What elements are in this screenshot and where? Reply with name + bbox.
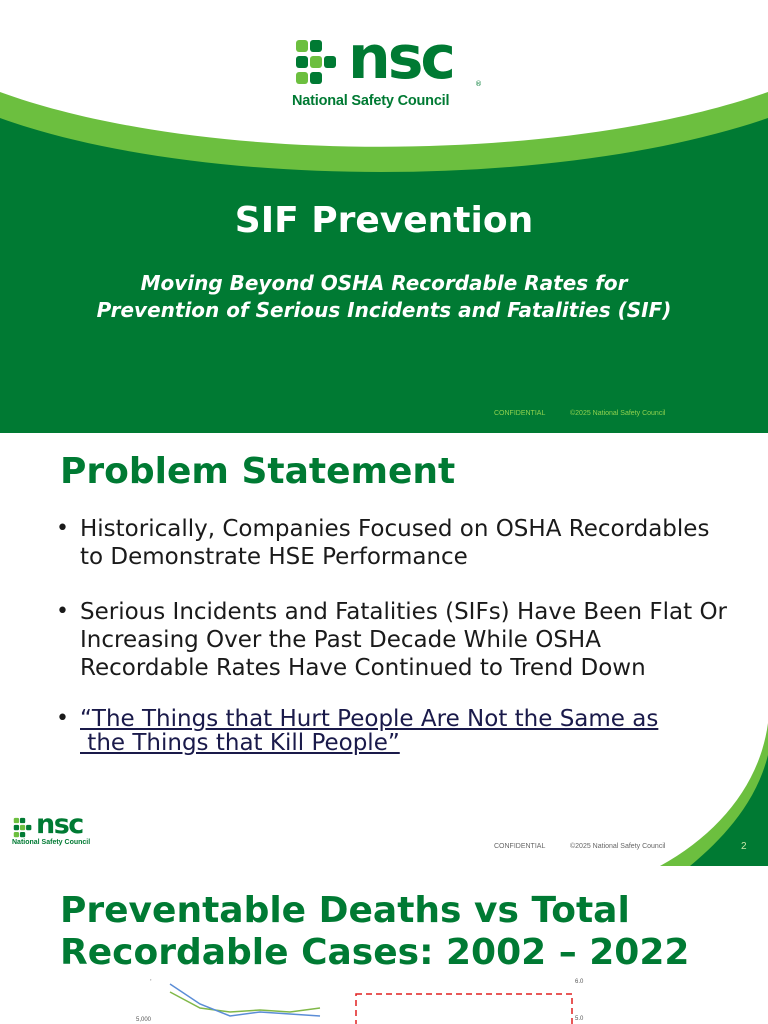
bullet-item [56, 515, 736, 571]
series-line-1 [170, 992, 320, 1012]
bullet-glyph: • [56, 516, 69, 541]
logo-tagline: National Safety Council [12, 839, 91, 846]
page-number: 2 [741, 841, 747, 852]
highlight-box [356, 994, 572, 1024]
quote-line-1: “The Things that Hurt People Are Not the Same as [80, 706, 659, 732]
logo-tagline: National Safety Council [292, 93, 450, 109]
logo-wordmark: nsc [36, 809, 83, 840]
logo-wordmark: nsc [348, 23, 453, 93]
footer-confidential: CONFIDENTIAL [494, 410, 546, 417]
chart-area [120, 974, 600, 1024]
bullet-glyph: • [56, 706, 69, 731]
left-axis-tick-top: , [150, 976, 152, 982]
right-axis-tick: 5.0 [575, 1016, 584, 1022]
nsc-cross-icon [12, 817, 34, 839]
nsc-logo [292, 23, 482, 116]
chart-slide [0, 866, 768, 1024]
subtitle-line-2: Prevention of Serious Incidents and Fatalities (SIF) [96, 298, 672, 322]
bullet-item [56, 598, 736, 682]
nsc-logo-small [12, 809, 102, 851]
bullet-list [56, 515, 736, 782]
footer-confidential: CONFIDENTIAL [494, 843, 546, 850]
quote-link[interactable] [80, 707, 736, 755]
slide-subtitle [30, 270, 738, 324]
left-axis-tick: 5,000 [136, 1017, 152, 1023]
series-layer [170, 984, 320, 1016]
nsc-cross-icon [292, 38, 342, 88]
quote-line-2: the Things that Kill People” [80, 730, 400, 756]
slide-title: SIF Prevention [234, 200, 534, 241]
title-slide [0, 0, 768, 433]
bullet-glyph: • [56, 599, 69, 624]
problem-statement-slide [0, 433, 768, 866]
slide-heading: Preventable Deaths vs Total Recordable Cases: 2002 – 2022 [60, 890, 690, 973]
bullet-text: Historically, Companies Focused on OSHA Recordables to Demonstrate HSE Performance [80, 516, 710, 570]
bullet-item-quote [56, 707, 736, 755]
logo-registered-mark: ® [475, 80, 482, 88]
slide-heading: Problem Statement [60, 451, 456, 492]
right-axis-tick: 6.0 [575, 979, 584, 985]
footer-copyright: ©2025 National Safety Council [570, 410, 666, 417]
bullet-text: Serious Incidents and Fatalities (SIFs) Have Been Flat Or Increasing Over the Past Decade While OSHA Recordable Rates Have Continued to Trend Down [80, 599, 727, 681]
footer-copyright: ©2025 National Safety Council [570, 843, 666, 850]
subtitle-line-1: Moving Beyond OSHA Recordable Rates for [140, 271, 628, 295]
